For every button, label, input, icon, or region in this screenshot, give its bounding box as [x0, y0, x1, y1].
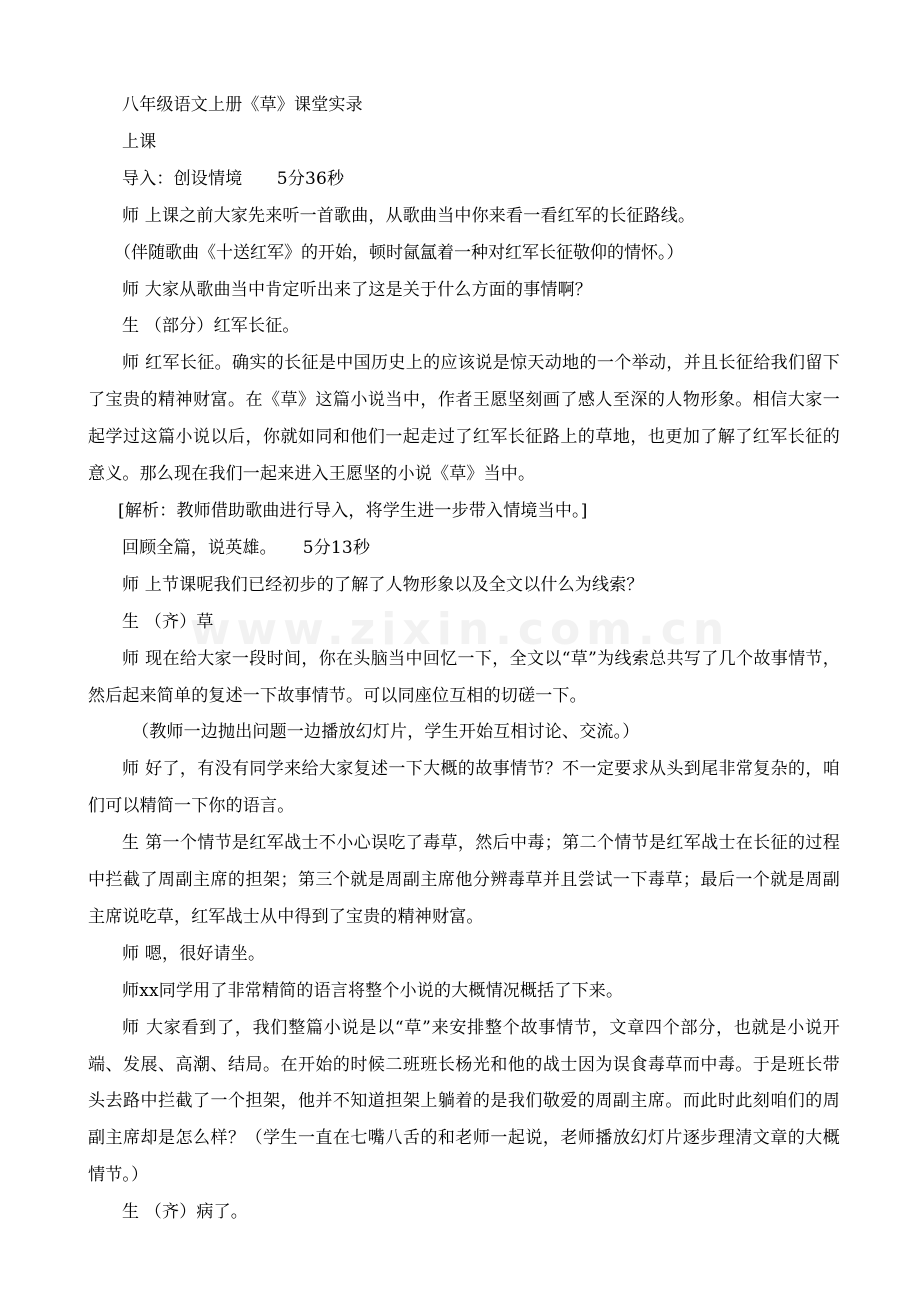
paragraph: 生 第一个情节是红军战士不小心误吃了毒草，然后中毒；第二个情节是红军战士在长征的过程中拦截了周副主席的担架；第三个就是周副主席他分辨毒草并且尝试一下毒草；最后一个就是周副主席说吃草，红军战士从中得到了宝贵的精神财富。 — [88, 833, 840, 927]
paragraph: 师 大家从歌曲当中肯定听出来了这是关于什么方面的事情啊？ — [122, 279, 593, 300]
section-heading: 导入：创设情境 5分36秒 — [122, 168, 345, 189]
document-title: 八年级语文上册《草》课堂实录 — [122, 95, 363, 115]
watermark: www.zixin.com.cn — [189, 604, 731, 655]
paragraph: 师 现在给大家一段时间，你在头脑当中回忆一下，全文以“草”为线索总共写了几个故事情节，然后起来简单的复述一下故事情节。可以同座位互相的切磋一下。 — [88, 648, 840, 706]
paragraph: 师 上课之前大家先来听一首歌曲，从歌曲当中你来看一看红军的长征路线。 — [122, 205, 696, 226]
section-heading: 回顾全篇，说英雄。 5分13秒 — [122, 537, 371, 558]
paragraph: （伴随歌曲《十送红军》的开始，顿时氤氲着一种对红军长征敬仰的情怀。） — [114, 242, 684, 263]
paragraph: 师 上节课呢我们已经初步的了解了人物形象以及全文以什么为线索？ — [122, 574, 644, 595]
paragraph: （教师一边抛出问题一边播放幻灯片，学生开始互相讨论、交流。） — [132, 722, 640, 743]
paragraph: 上课 — [122, 131, 157, 152]
paragraph: 生 （齐）病了。 — [122, 1202, 249, 1223]
paragraph: 师 红军长征。确实的长征是中国历史上的应该说是惊天动地的一个举动，并且长征给我们留下了宝贵的精神财富。在《草》这篇小说当中，作者王愿坚刻画了感人至深的人物形象。相信大家一起学过这篇小说以后，你就如同和他们一起走过了红军长征路上的草地，也更加了解了红军长征的意义。那么现在我们一起来进入王愿坚的小说《草》当中。 — [88, 353, 840, 485]
annotation: [解析：教师借助歌曲进行导入，将学生进一步带入情境当中。] — [118, 500, 588, 521]
paragraph: 师xx同学用了非常精简的语言将整个小说的大概情况概括了下来。 — [122, 980, 624, 1001]
document-body — [88, 87, 840, 1231]
paragraph: 师 嗯，很好请坐。 — [122, 943, 266, 964]
paragraph: 师 大家看到了，我们整篇小说是以“草”来安排整个故事情节，文章四个部分，也就是小说开端、发展、高潮、结局。在开始的时候二班班长杨光和他的战士因为误食毒草而中毒。于是班长带头去路中拦截了一个担架，他并不知道担架上躺着的是我们敬爱的周副主席。而此时此刻咱们的周副主席却是怎么样？（学生一直在七嘴八舌的和老师一起说，老师播放幻灯片逐步理清文章的大概情节。） — [88, 1017, 840, 1186]
paragraph: 生 （部分）红军长征。 — [122, 316, 300, 337]
paragraph: 生 （齐）草 — [122, 611, 214, 632]
paragraph: 师 好了，有没有同学来给大家复述一下大概的故事情节？不一定要求从头到尾非常复杂的，咱们可以精简一下你的语言。 — [88, 759, 840, 817]
